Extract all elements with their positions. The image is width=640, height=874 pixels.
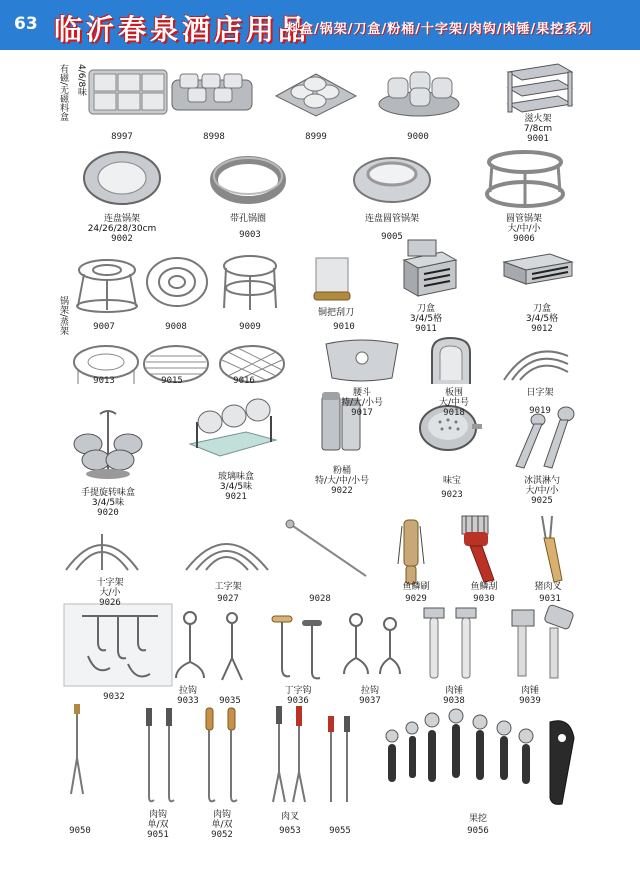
- item-name-9056: 果挖: [468, 814, 488, 824]
- item-code-9002: 9002: [111, 234, 133, 244]
- product-image-9028: [282, 516, 372, 580]
- product-image-9005: [350, 150, 434, 206]
- item-code-9016: 9016: [233, 376, 255, 386]
- item-name-9020: 手提旋转味盒: [80, 488, 136, 498]
- item-code-9008: 9008: [165, 322, 187, 332]
- product-image-9019: [500, 336, 572, 384]
- product-image-9010: [312, 254, 352, 304]
- item-name-9003: 带孔锅圈: [229, 214, 267, 224]
- item-name-9023: 味宝: [442, 476, 462, 486]
- item-name-9031: 猪肉叉: [534, 582, 562, 592]
- item-code-9018: 9018: [443, 408, 465, 418]
- product-image-9033: [168, 608, 212, 684]
- item-name-9038: 肉锤: [444, 686, 464, 696]
- item-name-9018: 板围: [444, 388, 464, 398]
- item-size-9051: 单/双: [147, 820, 169, 830]
- item-name-9052: 肉钩: [212, 810, 232, 820]
- item-size-9011: 3/4/5格: [409, 314, 443, 324]
- item-name-9036: 丁字钩: [284, 686, 312, 696]
- product-image-9029: [392, 516, 432, 588]
- item-name-9006: 圆管锅架: [505, 214, 543, 224]
- item-code-9009: 9009: [239, 322, 261, 332]
- item-name-9039: 肉锤: [520, 686, 540, 696]
- item-code-9005: 9005: [381, 232, 403, 242]
- item-code-8999: 8999: [305, 132, 327, 142]
- product-image-9001: [498, 62, 578, 118]
- product-image-9020: [66, 408, 150, 482]
- item-code-9021: 9021: [225, 492, 247, 502]
- item-code-9052: 9052: [211, 830, 233, 840]
- item-code-9030: 9030: [473, 594, 495, 604]
- product-image-9056: [382, 708, 582, 812]
- item-code-9039: 9039: [519, 696, 541, 706]
- product-image-9009: [218, 248, 282, 318]
- item-size-9026: 大/小: [99, 588, 121, 598]
- item-code-9013: 9013: [93, 376, 115, 386]
- item-name-9022: 粉桶: [332, 466, 352, 476]
- product-image-9055: [322, 712, 358, 808]
- item-code-9033: 9033: [177, 696, 199, 706]
- product-image-9030: [454, 512, 504, 584]
- item-code-9007: 9007: [93, 322, 115, 332]
- item-size-9001: 7/8cm: [523, 124, 553, 134]
- product-image-9018: [426, 334, 476, 388]
- side-label-racks: 锅架/蒸架: [58, 296, 68, 336]
- item-size-9006: 大/中/小: [507, 224, 541, 234]
- item-name-9051: 肉钩: [148, 810, 168, 820]
- product-image-8998: [170, 66, 254, 116]
- item-code-9050: 9050: [69, 826, 91, 836]
- product-image-9003: [208, 150, 288, 206]
- item-size-9018: 大/中号: [438, 398, 470, 408]
- item-size-9017: 特/大/小号: [340, 398, 384, 408]
- item-name-9021: 玻璃味盒: [217, 472, 255, 482]
- product-image-9050: [66, 702, 88, 798]
- product-image-9000: [376, 62, 462, 120]
- item-size-9052: 单/双: [211, 820, 233, 830]
- item-size-9021: 3/4/5味: [219, 482, 253, 492]
- item-code-8998: 8998: [203, 132, 225, 142]
- product-image-9027: [182, 518, 272, 576]
- product-image-9002: [80, 148, 164, 208]
- item-code-9056: 9056: [467, 826, 489, 836]
- item-size-9025: 大/中/小: [525, 486, 559, 496]
- item-code-9000: 9000: [407, 132, 429, 142]
- item-name-9033: 拉钩: [178, 686, 198, 696]
- item-code-9055: 9055: [329, 826, 351, 836]
- item-code-9027: 9027: [217, 594, 239, 604]
- item-code-9003: 9003: [239, 230, 261, 240]
- item-code-9032: 9032: [103, 692, 125, 702]
- item-code-9035: 9035: [219, 696, 241, 706]
- item-name-9010: 铜把刮刀: [317, 308, 355, 318]
- item-name-9026: 十字架: [96, 578, 124, 588]
- item-name-9011: 刀盒: [416, 304, 436, 314]
- item-size-9012: 3/4/5格: [525, 314, 559, 324]
- item-name-9027: 工字架: [214, 582, 242, 592]
- item-name-9002: 连盘锅架: [103, 214, 141, 224]
- item-name-9001: 滋火架: [524, 114, 552, 124]
- product-image-9053: [268, 702, 314, 808]
- item-name-9025: 冰淇淋勺: [523, 476, 561, 486]
- item-code-9006: 9006: [513, 234, 535, 244]
- product-image-9011: [398, 238, 462, 302]
- item-code-9051: 9051: [147, 830, 169, 840]
- product-image-9031: [532, 512, 572, 584]
- item-code-8997: 8997: [111, 132, 133, 142]
- item-code-9019: 9019: [529, 406, 551, 416]
- product-image-9012: [500, 250, 576, 288]
- product-image-9035: [214, 608, 250, 684]
- item-code-9023: 9023: [441, 490, 463, 500]
- item-code-9012: 9012: [531, 324, 553, 334]
- product-image-9017: [322, 334, 402, 384]
- item-name-9037: 拉钩: [360, 686, 380, 696]
- item-code-9026: 9026: [99, 598, 121, 608]
- product-image-9052: [200, 704, 244, 808]
- product-image-9032: [62, 602, 174, 688]
- item-code-9036: 9036: [287, 696, 309, 706]
- item-name-9005: 连盘圆管锅架: [364, 214, 420, 224]
- item-code-9017: 9017: [351, 408, 373, 418]
- product-image-9008: [142, 250, 212, 316]
- page-number: 63: [14, 14, 38, 34]
- product-image-9036: [268, 610, 328, 684]
- product-image-8997: [84, 62, 174, 122]
- item-name-9017: 腰斗: [352, 388, 372, 398]
- product-image-9038: [420, 604, 484, 688]
- item-code-9015: 9015: [161, 376, 183, 386]
- item-code-9022: 9022: [331, 486, 353, 496]
- series-title: 料盒/锅架/刀盒/粉桶/十字架/肉钩/肉锤/果挖系列: [286, 22, 593, 37]
- product-image-9051: [140, 704, 180, 808]
- item-name-9019: 日字架: [526, 388, 554, 398]
- item-code-9020: 9020: [97, 508, 119, 518]
- item-code-9031: 9031: [539, 594, 561, 604]
- product-image-8999: [272, 66, 358, 118]
- item-size-9022: 特/大/中/小号: [314, 476, 370, 486]
- product-image-9037: [338, 608, 408, 684]
- item-size-9002: 24/26/28/30cm: [87, 224, 157, 234]
- item-code-9037: 9037: [359, 696, 381, 706]
- item-code-9010: 9010: [333, 322, 355, 332]
- item-code-9011: 9011: [415, 324, 437, 334]
- side-label-flavors: 4/6/8味: [76, 64, 86, 97]
- page-header: [0, 0, 640, 50]
- item-name-9030: 鱼鳞刮: [470, 582, 498, 592]
- item-code-9028: 9028: [309, 594, 331, 604]
- brand-title: 临沂春泉酒店用品: [54, 13, 311, 46]
- item-code-9038: 9038: [443, 696, 465, 706]
- product-image-9039: [504, 604, 580, 688]
- product-image-9021: [186, 396, 280, 462]
- item-code-9053: 9053: [279, 826, 301, 836]
- item-name-9053: 肉叉: [280, 812, 300, 822]
- product-image-9026: [62, 520, 142, 576]
- product-image-9007: [72, 250, 142, 316]
- product-image-9006: [482, 148, 568, 210]
- item-size-9020: 3/4/5味: [91, 498, 125, 508]
- item-code-9029: 9029: [405, 594, 427, 604]
- item-code-9025: 9025: [531, 496, 553, 506]
- item-name-9029: 鱼鳞刷: [402, 582, 430, 592]
- item-name-9012: 刀盒: [532, 304, 552, 314]
- item-code-9001: 9001: [527, 134, 549, 144]
- side-label-boxes: 有磁/无磁料盒: [58, 64, 68, 122]
